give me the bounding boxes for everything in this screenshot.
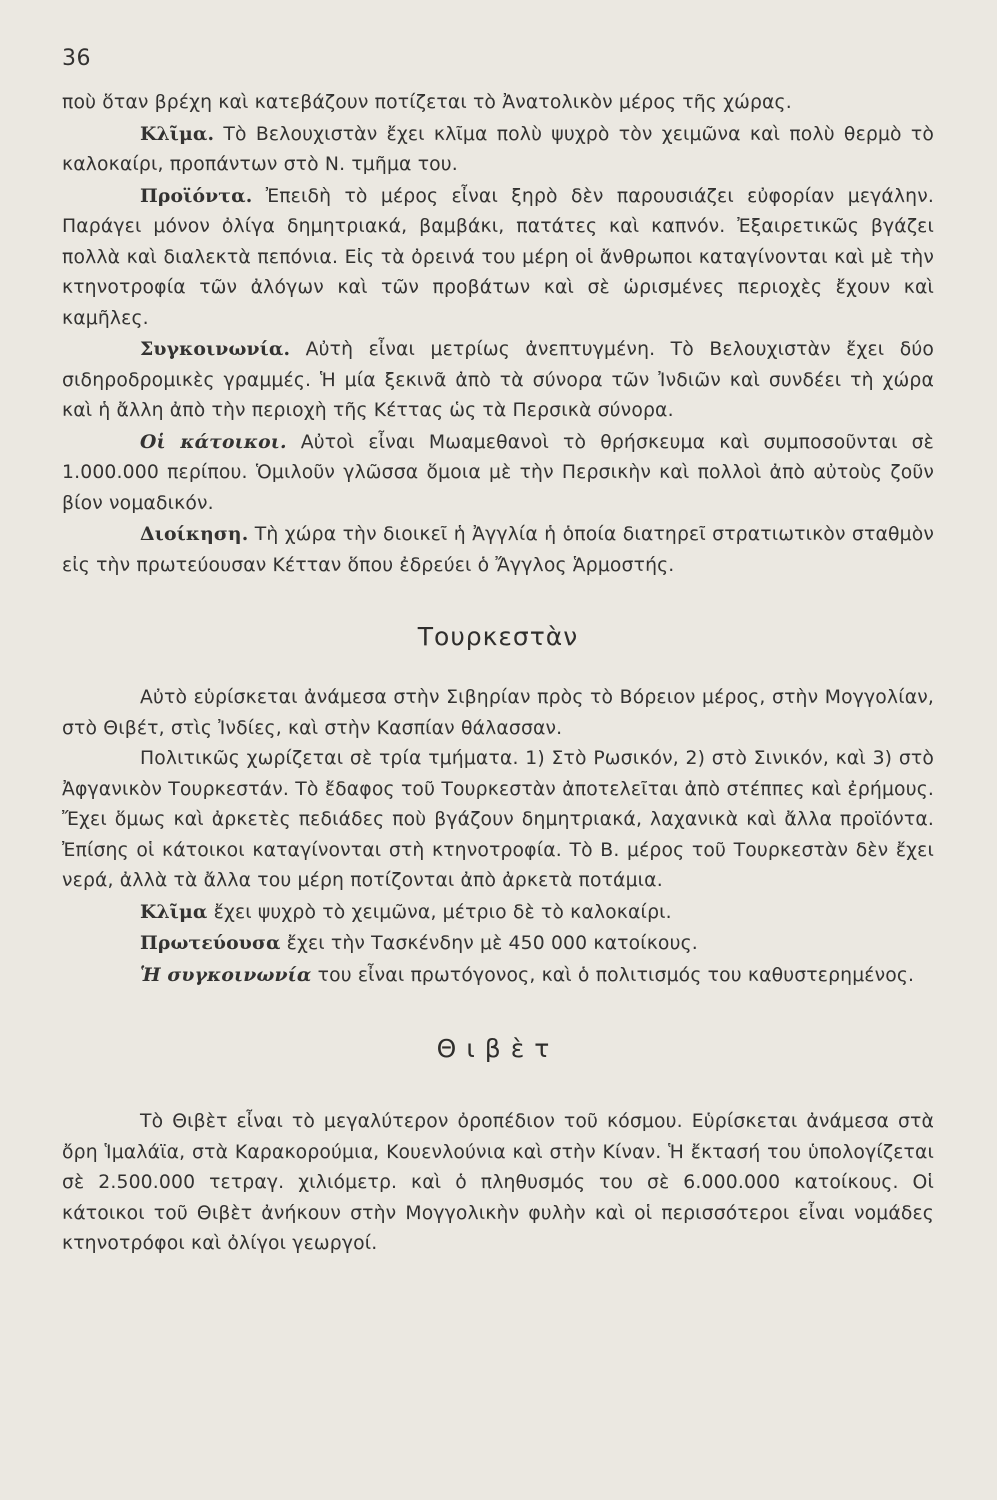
text-climate: Τὸ Βελουχιστὰν ἔχει κλῖμα πολὺ ψυχρὸ τὸν χειμῶνα καὶ πολὺ θερμὸ τὸ καλοκαίρι, προπάντων στὸ Ν. τμῆμα του. (62, 123, 934, 175)
section-turkestan (62, 683, 934, 991)
section-title-turkestan: Τουρκεστὰν (417, 622, 579, 651)
paragraph-continuation: ποὺ ὅταν βρέχη καὶ κατεβάζουν ποτίζεται τὸ Ἀνατολικὸν μέρος τῆς χώρας. (62, 92, 792, 113)
page-content (62, 88, 934, 1260)
text-turkestan-climate: ἔχει ψυχρὸ τὸ χειμῶνα, μέτριο δὲ τὸ καλοκαίρι. (207, 901, 672, 923)
text-communication: Αὐτὴ εἶναι μετρίως ἀνεπτυγμένη. Τὸ Βελουχιστὰν ἔχει δύο σιδηροδρομικὲς γραμμές. Ἡ μία ξεκινᾶ ἀπὸ τὰ σύνορα τῶν Ἰνδιῶν καὶ συνδέει τὴ χώρα καὶ ἡ ἄλλη ἀπὸ τὴν περιοχὴ τῆς Κέττας ὡς τὰ Περσικὰ σύνορα. (62, 339, 934, 421)
text-products: Ἐπειδὴ τὸ μέρος εἶναι ξηρὸ δὲν παρουσιάζει εὐφορίαν μεγάλην. Παράγει μόνον ὀλίγα δημητριακά, βαμβάκι, πατάτες καὶ καπνόν. Ἐξαιρετικῶς βγάζει πολλὰ καὶ διαλεκτὰ πεπόνια. Εἰς τὰ ὀρεινά του μέρη οἱ ἄνθρωποι καταγίνονται καὶ μὲ τὴν κτηνοτροφία τῶν ἀλόγων καὶ τῶν προβάτων καὶ σὲ ὡρισμένες περιοχὲς ἔχουν καὶ καμῆλες. (62, 185, 934, 329)
paragraph-climate (62, 119, 934, 181)
heading-administration: Διοίκηση. (140, 523, 249, 545)
section-tibet (62, 1107, 934, 1260)
paragraph-turkestan-politics: Πολιτικῶς χωρίζεται σὲ τρία τμήματα. 1) Στὸ Ρωσικόν, 2) στὸ Σινικόν, καὶ 3) στὸ Ἀφγανικὸν Τουρκεστάν. Τὸ ἔδαφος τοῦ Τουρκεστὰν ἀποτελεῖται ἀπὸ στέππες καὶ ἐρήμους. Ἔχει ὅμως καὶ ἀρκετὲς πεδιάδες ποὺ βγάζουν δημητριακά, λαχανικὰ καὶ ἄλλα προϊόντα. Ἐπίσης οἱ κάτοικοι καταγίνονται στὴ κτηνοτροφία. Τὸ Β. μέρος τοῦ Τουρκεστὰν δὲν ἔχει νερά, ἀλλὰ τὰ ἄλλα του μέρη ποτίζονται ἀπὸ ἀρκετὰ ποτάμια. (62, 748, 934, 891)
text-inhabitants: Αὐτοὶ εἶναι Μωαμεθανοὶ τὸ θρήσκευμα καὶ συμποσοῦνται σὲ 1.000.000 περίπου. Ὁμιλοῦν γλῶσσα ὅμοια μὲ τὴν Περσικὴν καὶ πολλοὶ ἀπὸ αὐτοὺς ζοῦν βίον νομαδικόν. (62, 431, 934, 514)
paragraph-turkestan-communication (62, 960, 934, 992)
heading-climate: Κλῖμα. (140, 122, 215, 145)
paragraph-turkestan-location: Αὐτὸ εὑρίσκεται ἀνάμεσα στὴν Σιβηρίαν πρὸς τὸ Βόρειον μέρος, στὴν Μογγολίαν, στὸ Θιβέτ, στὶς Ἰνδίες, καὶ στὴν Κασπίαν θάλασσαν. (62, 687, 934, 739)
heading-communication: Συγκοινωνία. (140, 338, 291, 360)
paragraph-turkestan-capital (62, 928, 934, 960)
text-administration: Τὴ χώρα τὴν διοικεῖ ἡ Ἀγγλία ἡ ὁποία διατηρεῖ στρατιωτικὸν σταθμὸν εἰς τὴν πρωτεύουσαν Κέτταν ὅπου ἐδρεύει ὁ Ἄγγλος Ἁρμοστής. (62, 524, 934, 576)
heading-turkestan-climate: Κλῖμα (140, 900, 208, 923)
heading-turkestan-capital: Πρωτεύουσα (140, 932, 281, 954)
paragraph-inhabitants (62, 427, 934, 520)
heading-turkestan-communication: Ἡ συγκοινωνία (140, 963, 312, 986)
paragraph-administration (62, 519, 934, 581)
heading-inhabitants: Οἱ κάτοικοι. (140, 430, 287, 453)
text-turkestan-capital: ἔχει τὴν Τασκένδην μὲ 450 000 κατοίκους. (280, 933, 698, 954)
paragraph-communication (62, 334, 934, 427)
paragraph-tibet-description: Τὸ Θιβὲτ εἶναι τὸ μεγαλύτερον ὀροπέδιον τοῦ κόσμου. Εὑρίσκεται ἀνάμεσα στὰ ὄρη Ἱμαλάϊα, στὰ Καρακορούμια, Κουενλούνια καὶ στὴν Κίναν. Ἡ ἔκτασή του ὑπολογίζεται σὲ 2.500.000 τετραγ. χιλιόμετρ. καὶ ὁ πληθυσμός του σὲ 6.000.000 κατοίκους. Οἱ κάτοικοι τοῦ Θιβὲτ ἀνήκουν στὴν Μογγολικὴν φυλὴν καὶ οἱ περισσότεροι εἶναι νομάδες κτηνοτρόφοι καὶ ὀλίγοι γεωργοί. (62, 1111, 934, 1254)
paragraph-turkestan-climate (62, 897, 934, 929)
section-baluchistan-continued (62, 88, 934, 581)
text-turkestan-communication: του εἶναι πρωτόγονος, καὶ ὁ πολιτισμός του καθυστερημένος. (311, 964, 915, 986)
heading-products: Προϊόντα. (140, 184, 253, 207)
paragraph-products (62, 181, 934, 335)
page-number: 36 (62, 46, 91, 71)
section-title-tibet: Θιβὲτ (436, 1034, 560, 1063)
